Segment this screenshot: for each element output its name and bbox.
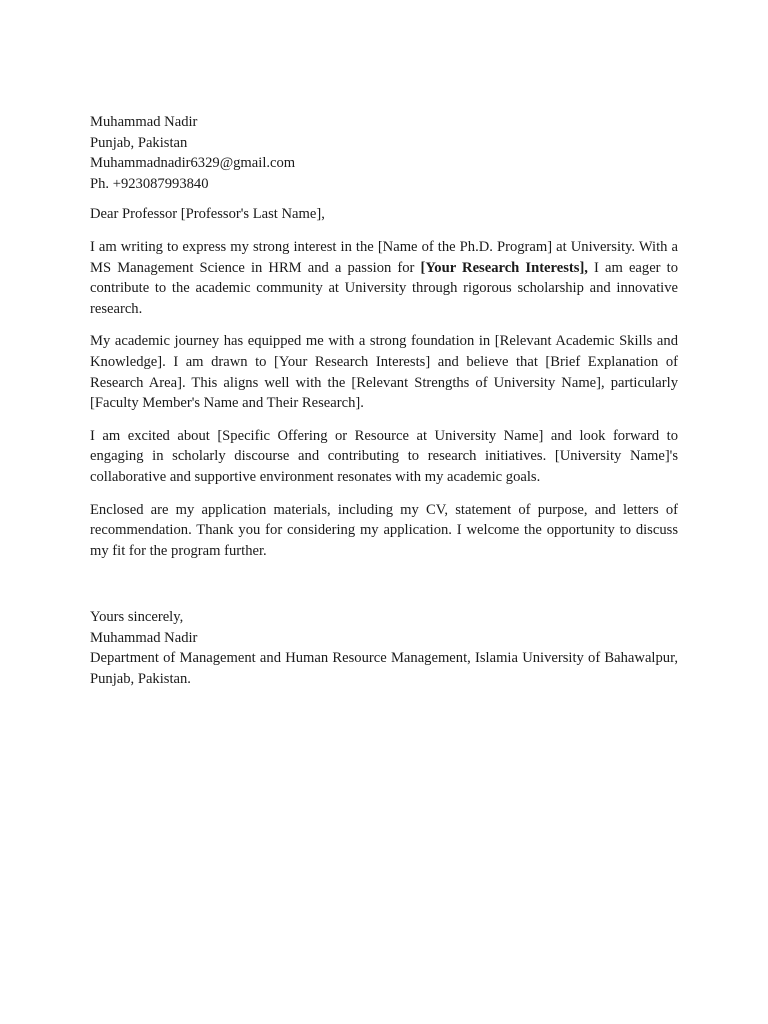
sender-location: Punjab, Pakistan [90,134,188,151]
sender-name: Muhammad Nadir [90,114,198,130]
paragraph-1-bold-text: [Your Research Interests], [420,259,588,276]
paragraph-1-text-a: I am writing to express my strong interest in the [Name of the Ph.D. Program] at University. With a MS Management Science in HRM and a passion for [90,238,678,276]
valediction: Yours sincerely, [90,609,184,626]
paragraph-2: My academic journey has equipped me with a strong foundation in [Relevant Academic Skills and Knowledge]. I am drawn to [Your Research Interests] and believe that [Brief Explanation of Research Area]. This aligns well with the [Relevant Strengths of University Name], particularly [Faculty Member's Name and Their Research]. [90,333,678,412]
paragraph-1-text-b: I am eager to contribute to the academic community at University through rigorous scholarship and innovative research. [90,259,678,317]
paragraph-4: Enclosed are my application materials, including my CV, statement of purpose, and letters of recommendation. Thank you for considering my application. I welcome the opportunity to discuss my fit for the program further. [90,501,678,559]
paragraph-3: I am excited about [Specific Offering or Resource at University Name] and look forward to engaging in scholarly discourse and contributing to research initiatives. [University Name]'s collaborative and supportive environment resonates with my academic goals. [90,427,678,485]
sender-email: Muhammadnadir6329@gmail.com [90,155,296,172]
sender-block [90,112,678,194]
cover-letter [90,112,678,690]
signature-name: Muhammad Nadir [90,629,198,646]
salutation: Dear Professor [Professor's Last Name], [90,206,325,223]
signature-affiliation: Department of Management and Human Resource Management, Islamia University of Bahawalpur, Punjab, Pakistan. [90,650,678,688]
paragraph-1 [90,237,678,319]
closing-block [90,607,678,689]
sender-phone: Ph. +923087993840 [90,175,209,192]
